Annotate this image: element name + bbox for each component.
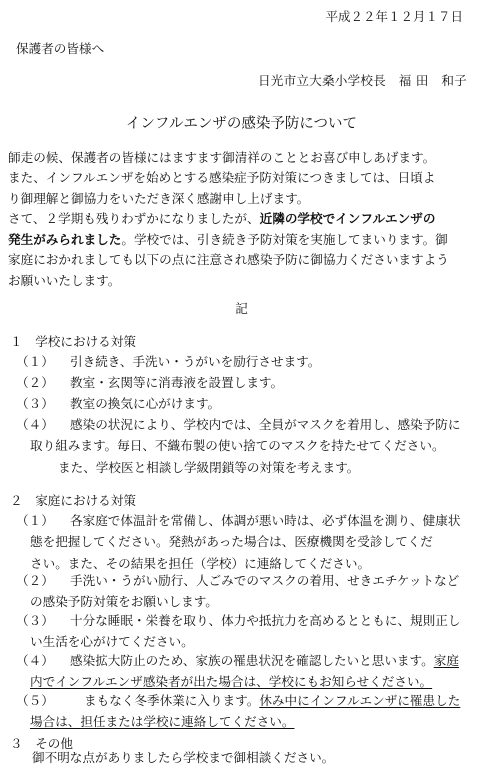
item-number: （４）: [16, 417, 54, 432]
item-continuation: さい。また、その結果を担任（学校）に連絡してください。: [30, 555, 371, 571]
intro-p3-line2: [8, 230, 475, 251]
recipient: 保護者の皆様へ: [16, 41, 105, 56]
ki-heading: 記: [235, 301, 248, 316]
letter-date: 平成２２年１２月１７日: [325, 9, 463, 24]
item-text: 各家庭で体温計を常備し、体調が悪い時は、必ず体温を測り、健康状: [70, 513, 461, 528]
section3-heading: ３ その他: [10, 736, 73, 751]
intro-p3-a: さて、２学期も残りわずかになりましたが、: [8, 211, 260, 226]
item-text: 引き続き、手洗い・うがいを励行させます。: [70, 354, 321, 369]
item-number: （５）: [16, 693, 54, 708]
item-text-underlined: 家庭: [433, 653, 459, 668]
item-text: 感染の状況により、学校内では、全員がマスクを着用し、感染予防に: [70, 417, 461, 432]
item-number: （１）: [16, 513, 54, 528]
item-continuation: また、学校医と相談し学級閉鎖等の対策を考えます。: [58, 459, 360, 475]
sender: 日光市立大桑小学校長 福 田 和子: [258, 73, 467, 88]
intro-paragraph-3: [8, 209, 475, 291]
item-text: 感染拡大防止のため、家族の罹患状況を確認したいと思います。: [70, 653, 434, 668]
item-continuation: 態を把握してください。発熱があった場合は、医療機関を受診してくだ: [30, 534, 433, 550]
section1-item-1: [16, 351, 477, 372]
intro-p3-b: 。学校では、引き続き予防対策を実施してまいります。御: [121, 231, 448, 247]
item-text-underlined: 場合は、担任または学校に連絡してください。: [30, 714, 295, 730]
section1-heading: １ 学校における対策: [10, 334, 136, 349]
section2-item-1: [16, 510, 477, 574]
intro-p2-line2: り御理解と御協力をいただき深く感謝申し上げます。: [8, 190, 310, 206]
item-continuation: の感染予防対策をお願いします。: [30, 594, 218, 610]
section2-item-2: [16, 570, 477, 613]
intro-p3-line4: お願いいたします。: [8, 272, 121, 288]
section3-text: 御不明な点がありましたら学校まで御相談ください。: [32, 750, 335, 765]
item-continuation: [16, 711, 477, 732]
intro-p1-text: 師走の候、保護者の皆様にはますます御清祥のこととお喜び申しあげます。: [8, 150, 436, 165]
intro-p3-bold1: 近隣の学校でインフルエンザの: [259, 211, 436, 226]
intro-paragraph-2: [8, 168, 475, 209]
section1-item-4: [16, 414, 477, 478]
section2-item-4: [16, 650, 477, 693]
item-text-underlined: 内でインフルエンザ感染者が出た場合は、学校にもお知らせください。: [30, 674, 433, 690]
item-text: 十分な睡眠・栄養を取り、体力や抵抗力を高めるとともに、規則正し: [70, 613, 461, 628]
section2-item-5: [16, 690, 477, 733]
letter-title: インフルエンザの感染予防について: [125, 116, 358, 132]
item-text: 教室の換気に心がけます。: [70, 396, 221, 411]
item-number: （２）: [16, 573, 54, 588]
item-number: （４）: [16, 653, 54, 668]
section2-heading: ２ 家庭における対策: [10, 493, 136, 508]
item-text: 教室・玄関等に消毒液を設置します。: [70, 375, 284, 390]
intro-p3-bold2: 発生がみられました: [8, 231, 122, 247]
item-continuation: い生活を心がけてください。: [30, 634, 194, 650]
intro-p3-line1: [8, 209, 475, 230]
item-text-underlined: 休み中にインフルエンザに罹患した: [259, 693, 461, 708]
intro-paragraph-1: [8, 148, 475, 169]
item-number: （２）: [16, 375, 54, 390]
item-text: 手洗い・うがい励行、人ごみでのマスクの着用、せきエチケットなど: [70, 573, 460, 588]
intro-p2-line1: また、インフルエンザを始めとする感染症予防対策につきましては、日頃よ: [8, 170, 436, 185]
section1-item-3: [16, 393, 477, 414]
item-continuation: 取り組みます。毎日、不織布製の使い捨てのマスクを持たせてください。: [30, 438, 445, 454]
item-number: （３）: [16, 613, 54, 628]
item-number: （３）: [16, 396, 54, 411]
item-number: （１）: [16, 354, 54, 369]
item-text: まもなく冬季休業に入ります。: [84, 693, 260, 708]
section1-item-2: [16, 372, 477, 393]
intro-p3-line3: 家庭におかれましても以下の点に注意され感染予防に御協力くださいますよう: [8, 252, 449, 267]
section2-item-3: [16, 610, 477, 653]
